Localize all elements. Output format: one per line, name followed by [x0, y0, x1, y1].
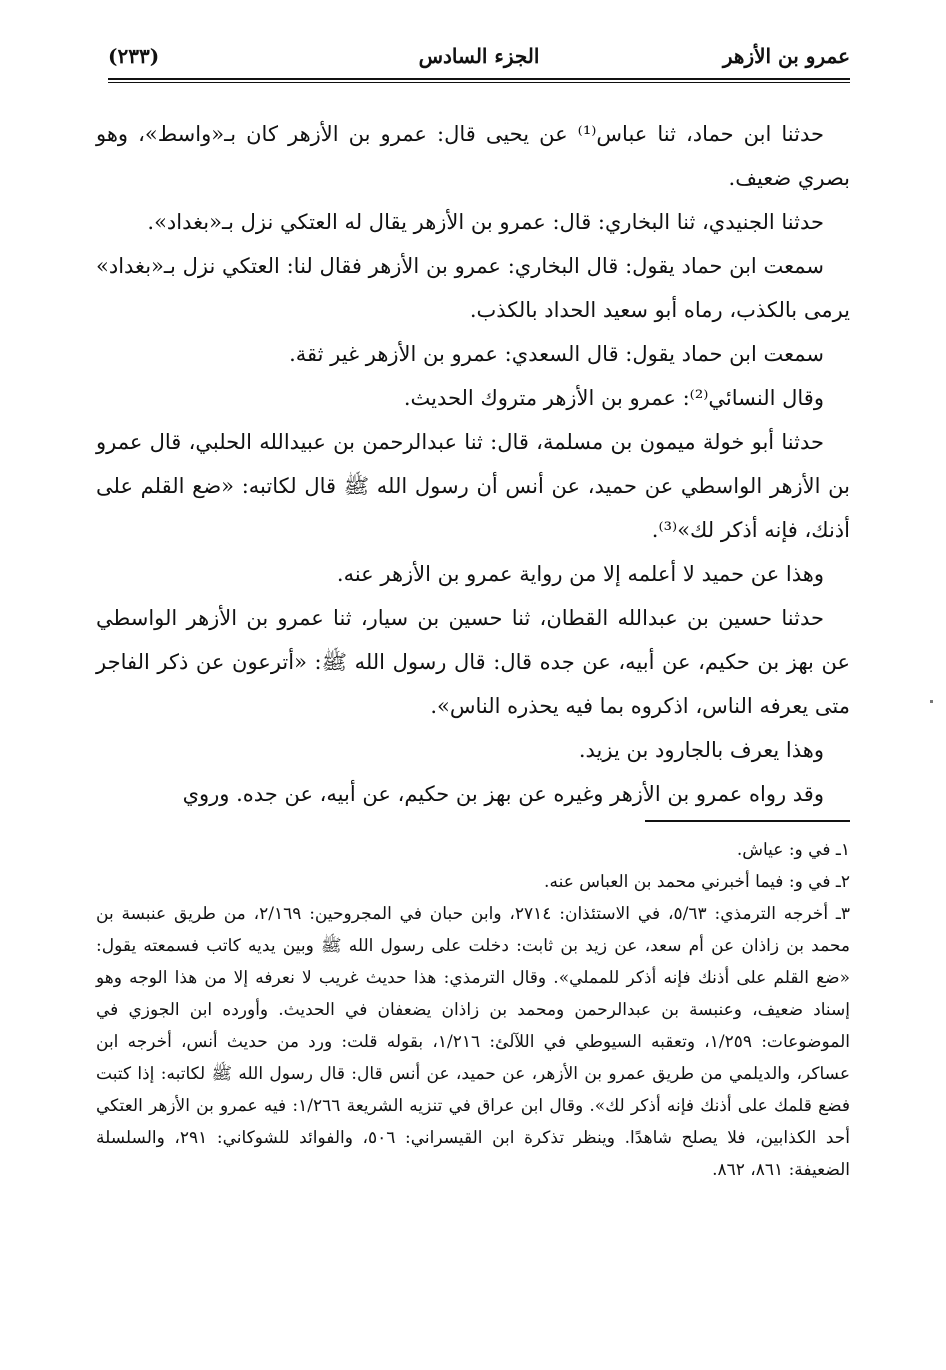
header-volume-title: الجزء السادس: [418, 44, 540, 68]
header-rule: [108, 78, 850, 80]
paragraph: وقد رواه عمرو بن الأزهر وغيره عن بهز بن حكيم، عن أبيه، عن جده. وروي: [182, 782, 824, 806]
header-entry-title: عمرو بن الأزهر: [722, 44, 850, 68]
main-text: [96, 112, 850, 816]
footnote: ١ـ في و: عياش.: [736, 840, 850, 860]
paragraph: وهذا يعرف بالجارود بن يزيد.: [578, 738, 824, 762]
page-number: (٢٣٣): [108, 44, 160, 68]
paragraph: حدثنا أبو خولة ميمون بن مسلمة، قال: ثنا عبدالرحمن بن عبيدالله الحلبي، قال عمرو بن الأزهر الواسطي عن حميد، عن أنس أن رسول الله ﷺ قال لكاتبه: «ضع القلم على أذنك، فإنه أذكر لك»⁽³⁾.: [96, 430, 850, 542]
footnote-separator: [645, 820, 850, 822]
paragraph: حدثنا الجنيدي، ثنا البخاري: قال: عمرو بن الأزهر يقال له العتكي نزل بـ«بغداد».: [147, 210, 824, 234]
header-rule-thin: [108, 82, 850, 83]
paragraph: وقال النسائي⁽²⁾: عمرو بن الأزهر متروك الحديث.: [403, 386, 824, 410]
paragraph: سمعت ابن حماد يقول: قال البخاري: عمرو بن الأزهر فقال لنا: العتكي نزل بـ«بغداد» يرمى بالكذب، رماه أبو سعيد الحداد بالكذب.: [96, 254, 850, 322]
running-header: [108, 40, 850, 80]
paragraph: حدثنا ابن حماد، ثنا عباس⁽¹⁾ عن يحيى قال: عمرو بن الأزهر كان بـ«واسط»، وهو بصري ضعيف.: [96, 122, 850, 190]
footnote: ٣ـ أخرجه الترمذي: ٥/٦٣، في الاستئذان: ٢٧١٤، وابن حبان في المجروحين: ٢/١٦٩، من طريق عنبسة بن محمد بن زاذان عن أم سعد، عن زيد بن ثابت: دخلت على رسول الله ﷺ وبين يديه كاتب فسمعته يقول: «ضع القلم على أذنك فإنه أذكر للمملي». وقال الترمذي: هذا حديث غريب لا نعرفه إلا من هذا الوجه وهو إسناد ضعيف، وعنبسة بن عبدالرحمن ومحمد بن زاذان يضعفان في الحديث. وأورده ابن الجوزي في الموضوعات: ١/٢٥٩، وتعقبه السيوطي في اللآلئ: ١/٢١٦، بقوله قلت: ورد من حديث أنس، أخرجه ابن عساكر، والديلمي من طريق عمرو بن الأزهر، عن حميد، عن أنس قال: قال رسول الله ﷺ لكاتبه: إذا كتبت فضع قلمك على أذنك فإنه أذكر لك». وقال ابن عراق في تنزيه الشريعة ١/٢٦٦: فيه عمرو بن الأزهر العتكي أحد الكذابين، فلا يصلح شاهدًا. وينظر تذكرة ابن القيسراني: ٥٠٦، والفوائد للشوكاني: ٢٩١، والسلسلة الضعيفة: ٨٦١، ٨٦٢.: [96, 904, 851, 1180]
scan-speck: [930, 700, 933, 703]
paragraph: وهذا عن حميد لا أعلمه إلا من رواية عمرو بن الأزهر عنه.: [336, 562, 824, 586]
paragraph: حدثنا حسين بن عبدالله القطان، ثنا حسين بن سيار، ثنا عمرو بن الأزهر الواسطي عن بهز بن حكيم، عن أبيه، عن جده قال: قال رسول الله ﷺ: «أترعون عن ذكر الفاجر متى يعرفه الناس، اذكروه بما فيه يحذره الناس».: [96, 606, 850, 718]
paragraph: سمعت ابن حماد يقول: قال السعدي: عمرو بن الأزهر غير ثقة.: [289, 342, 824, 366]
footnotes: [96, 834, 850, 1186]
footnote: ٢ـ في و: فيما أخبرني محمد بن العباس عنه.: [544, 872, 850, 892]
